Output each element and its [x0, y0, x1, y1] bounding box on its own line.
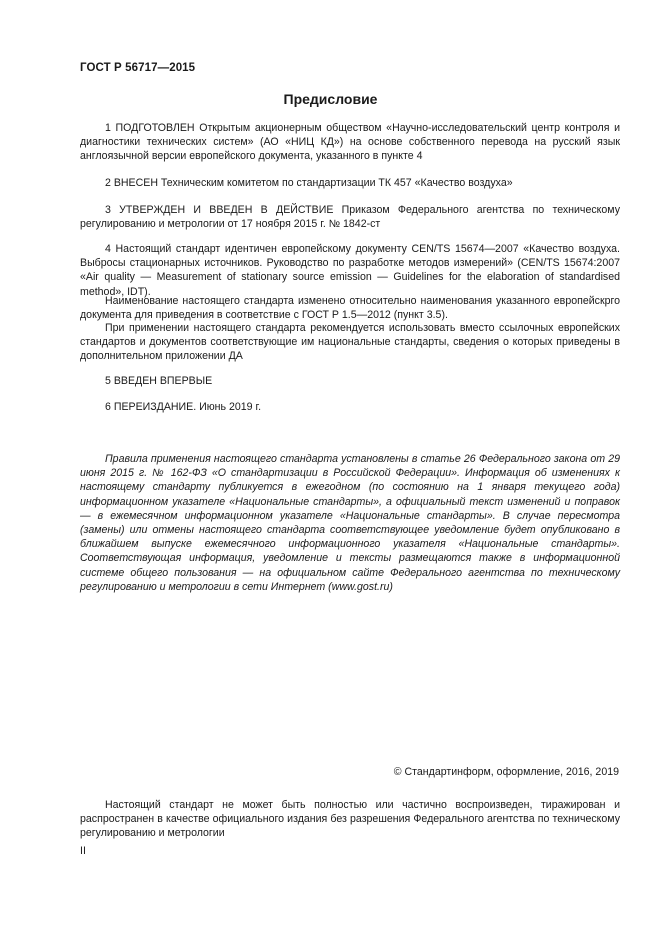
item-2: 2 ВНЕСЕН Техническим комитетом по стандартизации ТК 457 «Качество воздуха» [105, 177, 513, 189]
item-4: 4 Настоящий стандарт идентичен европейскому документу CEN/TS 15674—2007 «Качество воздуха. Выбросы стационарных источников. Руководство по разработке методов измерений» (CEN/TS 15674:2007 «Air quality — Measurement of stationary source emission — Guidelines for the elaboration of standardised method», IDT). [80, 243, 620, 298]
item-5: 5 ВВЕДЕН ВПЕРВЫЕ [105, 375, 213, 387]
rights-notice: Настоящий стандарт не может быть полностью или частично воспроизведен, тиражирован и распространен в качестве официального издания без разрешения Федерального агентства по техническому регулированию и метрологии [80, 799, 620, 840]
copyright-line: © Стандартинформ, оформление, 2016, 2019 [393, 766, 619, 778]
page-number: II [80, 845, 86, 857]
page-title: Предисловие [283, 91, 378, 107]
item-1: 1 ПОДГОТОВЛЕН Открытым акционерным обществом «Научно-исследовательский центр контроля и диагностики технических систем» (АО «НИЦ КД») на основе собственного перевода на русский язык англоязычной версии европейского документа, указанного в пункте 4 [80, 122, 620, 163]
standard-code: ГОСТ Р 56717—2015 [80, 62, 196, 74]
item-4-references-note: При применении настоящего стандарта рекомендуется использовать вместо ссылочных европейских стандартов и документов соответствующие им национальные стандарты, сведения о которых приведены в дополнительном приложении ДА [80, 322, 620, 363]
item-6: 6 ПЕРЕИЗДАНИЕ. Июнь 2019 г. [105, 401, 262, 413]
application-rules-notice: Правила применения настоящего стандарта установлены в статье 26 Федерального закона от 29 июня 2015 г. № 162-ФЗ «О стандартизации в Российской Федерации». Информация об изменениях к настоящему стандарту публикуется в ежегодном (по состоянию на 1 января текущего года) информационном указателе «Национальные стандарты», а официальный текст изменений и поправок — в ежемесячном информационном указателе «Национальные стандарты». В случае пересмотра (замены) или отмены настоящего стандарта соответствующее уведомление будет опубликовано в ближайшем выпуске ежемесячного информационного указателя «Национальные стандарты». Соответствующая информация, уведомление и тексты размещаются также в информационной системе общего пользования — на официальном сайте Федерального агентства по техническому регулированию и метрологии в сети Интернет (www.gost.ru) [80, 453, 620, 593]
item-4-name-note: Наименование настоящего стандарта изменено относительно наименования указанного европейскрго документа для приведения в соответствие с ГОСТ Р 1.5—2012 (пункт 3.5). [80, 295, 620, 322]
item-3: 3 УТВЕРЖДЕН И ВВЕДЕН В ДЕЙСТВИЕ Приказом Федерального агентства по техническому регулированию и метрологии от 17 ноября 2015 г. № 1842-ст [80, 204, 620, 231]
